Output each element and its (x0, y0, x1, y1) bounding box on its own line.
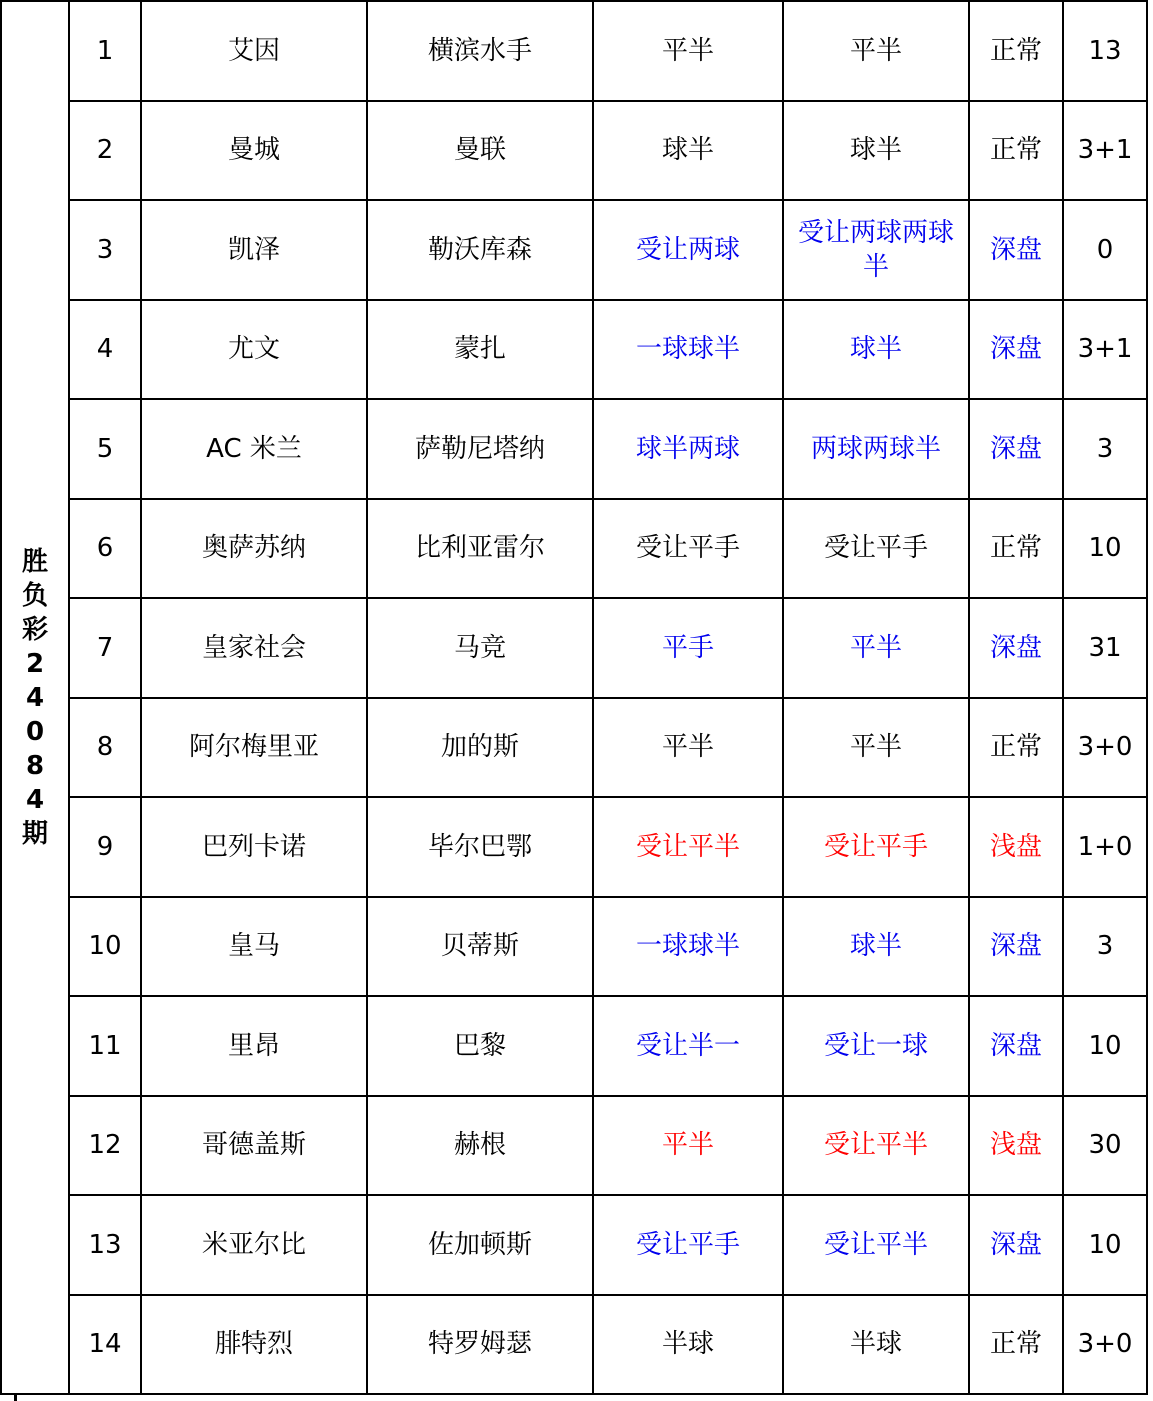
current-handicap-cell: 受让平手 (783, 797, 969, 897)
home-team-cell: 尤文 (141, 300, 367, 400)
match-number-cell: 8 (69, 698, 141, 798)
initial-handicap-cell: 受让半一 (593, 996, 783, 1096)
side-label-char: 期 (21, 818, 48, 849)
initial-handicap-cell: 平半 (593, 1096, 783, 1196)
away-team-cell: 勒沃库森 (367, 200, 593, 300)
away-team-cell: 赫根 (367, 1096, 593, 1196)
current-handicap-cell: 受让平半 (783, 1096, 969, 1196)
home-team-cell: 艾因 (141, 1, 367, 101)
side-label-char: 8 (25, 750, 45, 781)
away-team-cell: 佐加顿斯 (367, 1195, 593, 1295)
match-number-cell: 14 (69, 1295, 141, 1395)
table-row (1, 897, 1147, 997)
initial-handicap-cell: 受让两球 (593, 200, 783, 300)
handicap-type-cell: 浅盘 (969, 797, 1063, 897)
match-number-cell: 9 (69, 797, 141, 897)
goals-cell: 10 (1063, 996, 1147, 1096)
goals-cell: 3+1 (1063, 101, 1147, 201)
side-label-char: 胜 (21, 546, 48, 577)
match-number-cell: 13 (69, 1195, 141, 1295)
away-team-cell: 马竞 (367, 598, 593, 698)
match-number-cell: 2 (69, 101, 141, 201)
goals-cell: 10 (1063, 1195, 1147, 1295)
home-team-cell: 里昂 (141, 996, 367, 1096)
home-team-cell: 奥萨苏纳 (141, 499, 367, 599)
table-row (1, 1, 1147, 101)
initial-handicap-cell: 球半 (593, 101, 783, 201)
current-handicap-cell: 受让一球 (783, 996, 969, 1096)
handicap-type-cell: 深盘 (969, 399, 1063, 499)
current-handicap-cell: 平半 (783, 698, 969, 798)
match-number-cell: 10 (69, 897, 141, 997)
home-team-cell: 阿尔梅里亚 (141, 698, 367, 798)
handicap-type-cell: 正常 (969, 698, 1063, 798)
initial-handicap-cell: 平手 (593, 598, 783, 698)
text-cursor (14, 1394, 17, 1401)
table-row (1, 399, 1147, 499)
initial-handicap-cell: 平半 (593, 1, 783, 101)
goals-cell: 13 (1063, 1, 1147, 101)
current-handicap-cell: 球半 (783, 300, 969, 400)
handicap-type-cell: 正常 (969, 1, 1063, 101)
handicap-type-cell: 深盘 (969, 200, 1063, 300)
away-team-cell: 特罗姆瑟 (367, 1295, 593, 1395)
home-team-cell: 哥德盖斯 (141, 1096, 367, 1196)
side-label-char: 负 (21, 580, 48, 611)
home-team-cell: 皇家社会 (141, 598, 367, 698)
side-label-char: 4 (25, 682, 45, 713)
current-handicap-cell: 受让平半 (783, 1195, 969, 1295)
current-handicap-cell: 半球 (783, 1295, 969, 1395)
table-row (1, 499, 1147, 599)
away-team-cell: 蒙扎 (367, 300, 593, 400)
goals-cell: 3+0 (1063, 698, 1147, 798)
table-row (1, 1096, 1147, 1196)
side-period-label (1, 1, 69, 1394)
current-handicap-cell: 球半 (783, 897, 969, 997)
table-row (1, 797, 1147, 897)
goals-cell: 3+0 (1063, 1295, 1147, 1395)
away-team-cell: 毕尔巴鄂 (367, 797, 593, 897)
goals-cell: 31 (1063, 598, 1147, 698)
away-team-cell: 巴黎 (367, 996, 593, 1096)
match-number-cell: 1 (69, 1, 141, 101)
table-row (1, 200, 1147, 300)
side-label-char: 彩 (21, 614, 48, 645)
initial-handicap-cell: 受让平手 (593, 499, 783, 599)
home-team-cell: AC 米兰 (141, 399, 367, 499)
away-team-cell: 加的斯 (367, 698, 593, 798)
table-row (1, 598, 1147, 698)
goals-cell: 3 (1063, 897, 1147, 997)
current-handicap-cell: 两球两球半 (783, 399, 969, 499)
initial-handicap-cell: 一球球半 (593, 300, 783, 400)
current-handicap-cell: 球半 (783, 101, 969, 201)
handicap-type-cell: 深盘 (969, 1195, 1063, 1295)
current-handicap-cell: 平半 (783, 598, 969, 698)
table-row (1, 996, 1147, 1096)
match-number-cell: 12 (69, 1096, 141, 1196)
away-team-cell: 曼联 (367, 101, 593, 201)
match-number-cell: 5 (69, 399, 141, 499)
home-team-cell: 米亚尔比 (141, 1195, 367, 1295)
initial-handicap-cell: 受让平手 (593, 1195, 783, 1295)
goals-cell: 3+1 (1063, 300, 1147, 400)
initial-handicap-cell: 球半两球 (593, 399, 783, 499)
handicap-type-cell: 深盘 (969, 598, 1063, 698)
table-body (1, 1, 1147, 1394)
table-row (1, 300, 1147, 400)
handicap-type-cell: 浅盘 (969, 1096, 1063, 1196)
goals-cell: 1+0 (1063, 797, 1147, 897)
match-number-cell: 4 (69, 300, 141, 400)
handicap-type-cell: 深盘 (969, 996, 1063, 1096)
table-row (1, 101, 1147, 201)
handicap-type-cell: 正常 (969, 101, 1063, 201)
handicap-type-cell: 正常 (969, 1295, 1063, 1395)
goals-cell: 10 (1063, 499, 1147, 599)
goals-cell: 30 (1063, 1096, 1147, 1196)
match-number-cell: 7 (69, 598, 141, 698)
match-number-cell: 6 (69, 499, 141, 599)
goals-cell: 0 (1063, 200, 1147, 300)
initial-handicap-cell: 半球 (593, 1295, 783, 1395)
current-handicap-cell: 平半 (783, 1, 969, 101)
home-team-cell: 腓特烈 (141, 1295, 367, 1395)
initial-handicap-cell: 平半 (593, 698, 783, 798)
initial-handicap-cell: 受让平半 (593, 797, 783, 897)
match-number-cell: 11 (69, 996, 141, 1096)
current-handicap-cell: 受让平手 (783, 499, 969, 599)
table-row (1, 1195, 1147, 1295)
table-row (1, 698, 1147, 798)
handicap-type-cell: 深盘 (969, 897, 1063, 997)
home-team-cell: 凯泽 (141, 200, 367, 300)
away-team-cell: 横滨水手 (367, 1, 593, 101)
side-label-char: 4 (25, 784, 45, 815)
away-team-cell: 比利亚雷尔 (367, 499, 593, 599)
table-row (1, 1295, 1147, 1395)
current-handicap-cell: 受让两球两球半 (783, 200, 969, 300)
home-team-cell: 皇马 (141, 897, 367, 997)
home-team-cell: 巴列卡诺 (141, 797, 367, 897)
initial-handicap-cell: 一球球半 (593, 897, 783, 997)
side-label-char: 2 (25, 648, 45, 679)
side-label-char: 0 (25, 716, 45, 747)
handicap-type-cell: 深盘 (969, 300, 1063, 400)
away-team-cell: 萨勒尼塔纳 (367, 399, 593, 499)
handicap-type-cell: 正常 (969, 499, 1063, 599)
away-team-cell: 贝蒂斯 (367, 897, 593, 997)
home-team-cell: 曼城 (141, 101, 367, 201)
match-number-cell: 3 (69, 200, 141, 300)
goals-cell: 3 (1063, 399, 1147, 499)
